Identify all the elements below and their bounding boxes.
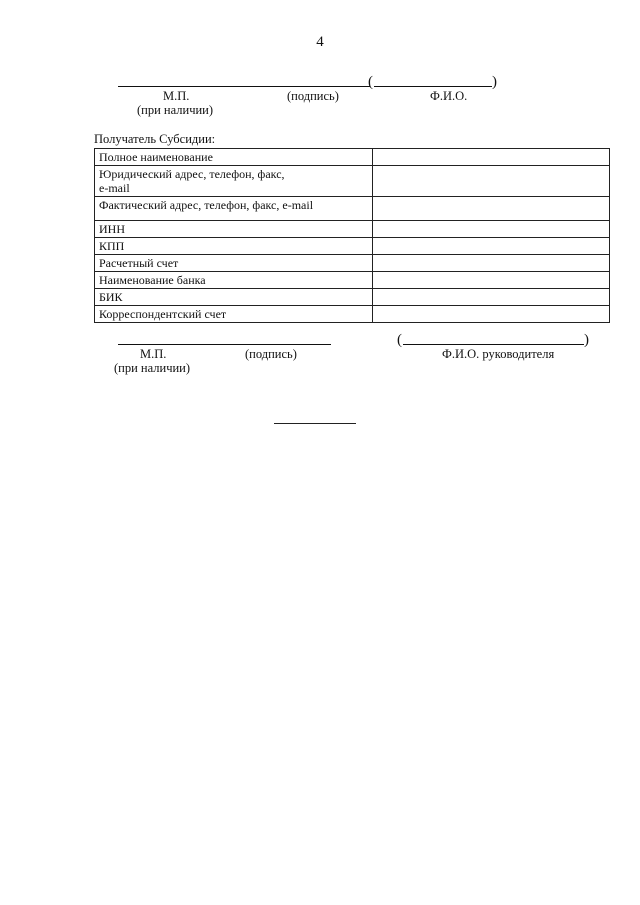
recipient-requisites-table: [94, 148, 610, 323]
table-row: [95, 221, 610, 238]
row-label: Полное наименование: [95, 149, 373, 166]
row-label-line-1: Фактический адрес, телефон, факс, e-mail: [99, 198, 314, 212]
row-label: Корреспондентский счет: [95, 306, 373, 323]
row-value: [373, 221, 610, 238]
row-label: ИНН: [95, 221, 373, 238]
table-row: [95, 255, 610, 272]
table-row: [95, 306, 610, 323]
open-paren-top: (: [368, 74, 373, 90]
table-row: [95, 197, 610, 221]
seal-label-bottom: М.П.: [140, 347, 167, 361]
seal-note-top: (при наличии): [137, 103, 214, 117]
close-paren-bottom: ): [584, 332, 589, 348]
close-paren-top: ): [492, 74, 497, 90]
row-label-line-1: Юридический адрес, телефон, факс,: [99, 167, 285, 181]
seal-note-bottom: (при наличии): [114, 361, 191, 375]
table-row: [95, 238, 610, 255]
row-value: [373, 197, 610, 221]
name-line-top: [374, 86, 492, 87]
table-row: [95, 149, 610, 166]
open-paren-bottom: (: [397, 332, 402, 348]
seal-label-top: М.П.: [163, 89, 190, 103]
row-label: [95, 166, 373, 197]
signature-label-bottom: (подпись): [245, 347, 297, 361]
row-label: Наименование банка: [95, 272, 373, 289]
row-value: [373, 289, 610, 306]
row-value: [373, 238, 610, 255]
row-value: [373, 306, 610, 323]
recipient-heading: Получатель Субсидии:: [94, 132, 216, 146]
table-row: [95, 289, 610, 306]
table-row: [95, 272, 610, 289]
page-number: 4: [316, 34, 324, 50]
name-label-bottom: Ф.И.О. руководителя: [442, 347, 555, 361]
row-label: КПП: [95, 238, 373, 255]
row-label: [95, 197, 373, 221]
closing-rule: [274, 423, 356, 424]
signature-label-top: (подпись): [287, 89, 339, 103]
signature-line-bottom: [118, 344, 331, 345]
row-label-line-2: e-mail: [99, 181, 130, 195]
row-label: Расчетный счет: [95, 255, 373, 272]
row-label: БИК: [95, 289, 373, 306]
signature-line-top: [118, 86, 370, 87]
name-label-top: Ф.И.О.: [430, 89, 468, 103]
table-row: [95, 166, 610, 197]
row-value: [373, 166, 610, 197]
row-value: [373, 272, 610, 289]
row-value: [373, 255, 610, 272]
name-line-bottom: [403, 344, 584, 345]
row-value: [373, 149, 610, 166]
